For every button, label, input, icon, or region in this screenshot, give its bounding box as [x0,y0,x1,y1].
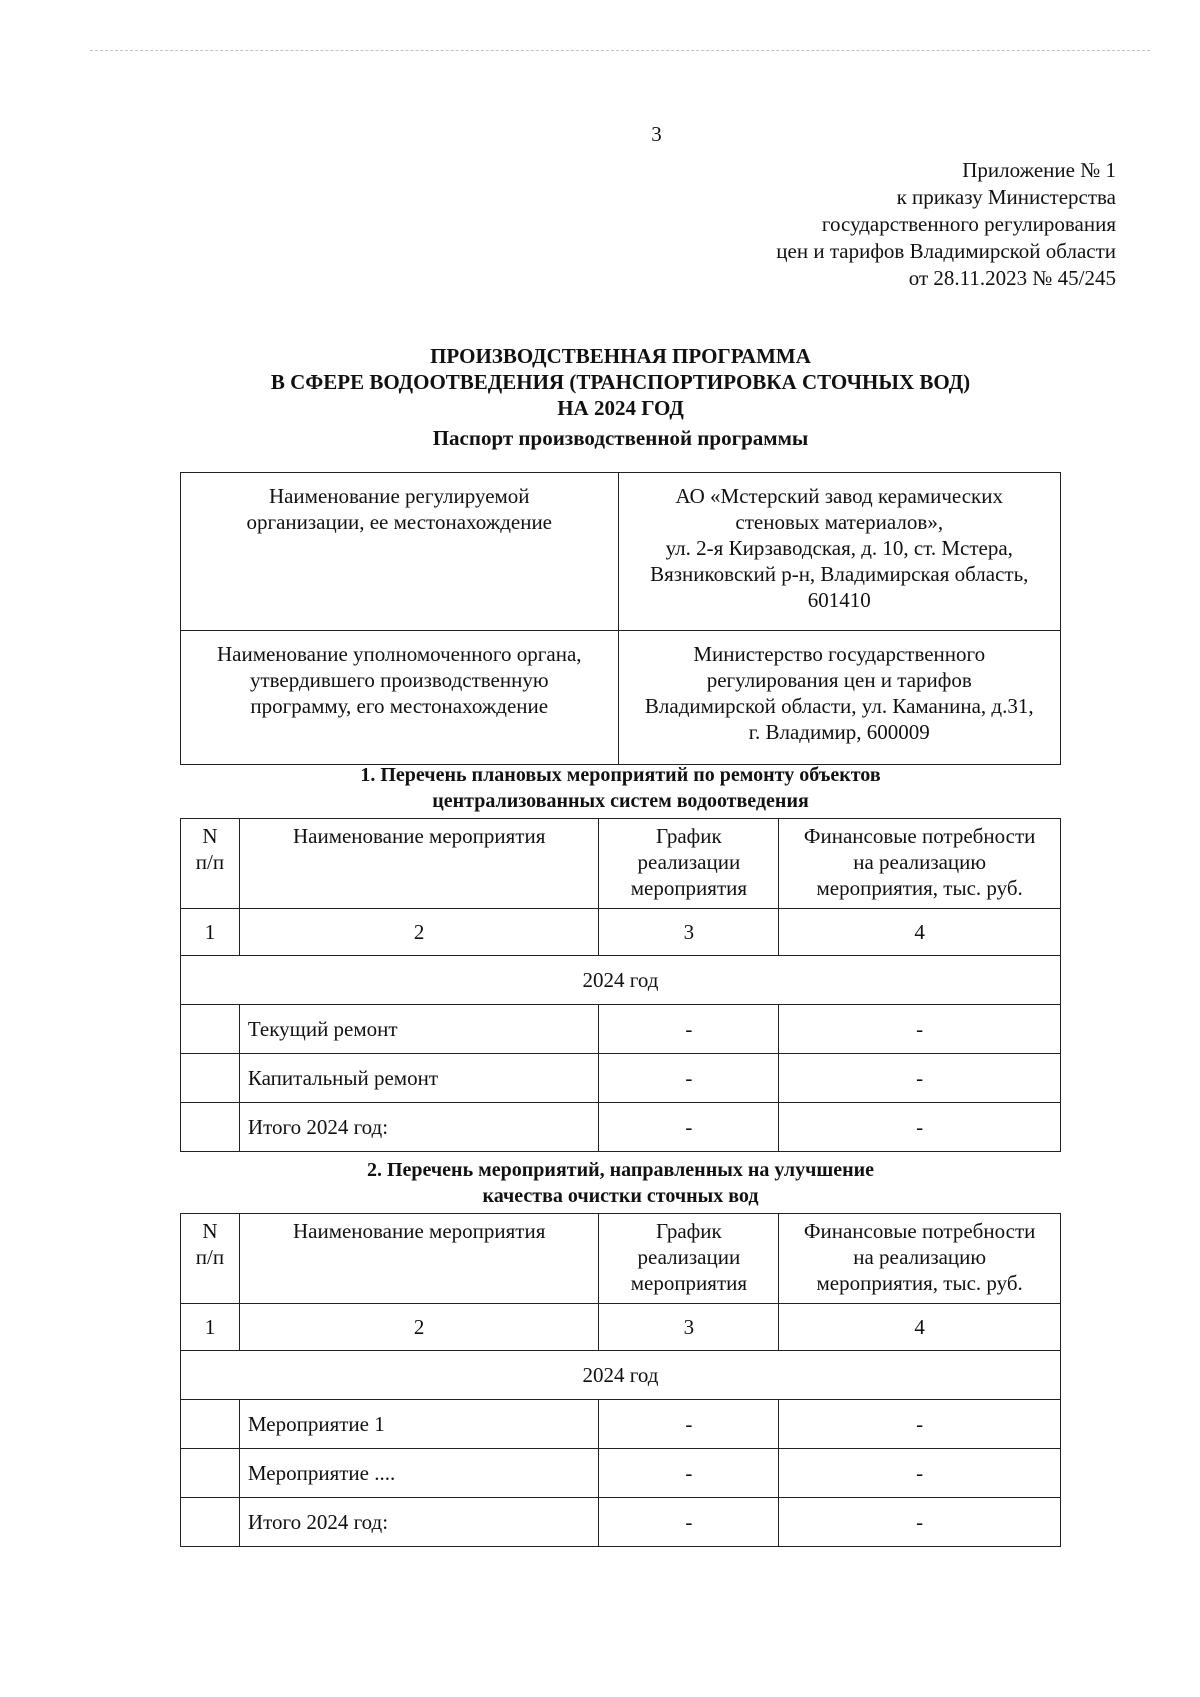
table-row [181,1400,1061,1449]
row-num [181,1498,240,1547]
header-num [181,819,240,909]
header-finance-line: Финансовые потребности [803,824,1036,848]
label-line: утвердившего производственную [249,668,549,692]
section-1-title-line-1: 1. Перечень плановых мероприятий по ремонту объектов [360,764,881,786]
section-2-title-line-2: качества очистки сточных вод [482,1185,759,1207]
header-num-line: N [202,1219,218,1243]
row-num [181,1005,240,1054]
row-name: Мероприятие .... [239,1449,599,1498]
row-schedule: - [599,1103,779,1152]
header-schedule-line: реализации [637,1245,741,1269]
section-2-table [180,1213,1061,1547]
year-cell: 2024 год [181,956,1061,1005]
passport-table [180,472,1061,765]
passport-value-cell [618,631,1061,765]
passport-label-cell [181,473,619,631]
value-line: стеновых материалов», [735,510,944,534]
column-number-row [181,1304,1061,1351]
header-name: Наименование мероприятия [239,1214,599,1304]
appendix-line-1: Приложение № 1 [962,158,1116,182]
row-num [181,1103,240,1152]
table-row [181,1054,1061,1103]
header-finance-line: Финансовые потребности [803,1219,1036,1243]
title-line-3: НА 2024 ГОД [557,396,684,420]
value-line: АО «Мстерский завод керамических [675,484,1003,508]
row-schedule: - [599,1054,779,1103]
row-schedule: - [599,1449,779,1498]
row-name: Итого 2024 год: [239,1498,599,1547]
row-name: Капитальный ремонт [239,1054,599,1103]
section-2-title-line-1: 2. Перечень мероприятий, направленных на улучшение [366,1159,875,1181]
header-schedule-line: реализации [637,850,741,874]
header-finance-line: мероприятия, тыс. руб. [816,1271,1023,1295]
column-number: 1 [181,909,240,956]
row-finance: - [779,1054,1061,1103]
header-schedule-line: График [656,1219,722,1243]
column-number: 3 [599,909,779,956]
row-finance: - [779,1498,1061,1547]
title-line-2: В СФЕРЕ ВОДООТВЕДЕНИЯ (ТРАНСПОРТИРОВКА СТОЧНЫХ ВОД) [270,370,971,394]
header-row [181,819,1061,909]
label-line: организации, ее местонахождение [246,510,553,534]
document-title [178,343,1063,421]
header-row [181,1214,1061,1304]
section-2-title [178,1157,1063,1209]
column-number: 2 [239,909,599,956]
passport-row-organization [181,473,1061,631]
title-line-1: ПРОИЗВОДСТВЕННАЯ ПРОГРАММА [430,344,811,368]
value-line: ул. 2-я Кирзаводская, д. 10, ст. Мстера, [665,536,1013,560]
label-line: Наименование уполномоченного органа, [216,642,582,666]
header-finance [779,1214,1061,1304]
header-num [181,1214,240,1304]
header-finance [779,819,1061,909]
page-number: 3 [651,122,662,146]
value-line: Вязниковский р-н, Владимирская область, [650,562,1029,586]
column-number: 1 [181,1304,240,1351]
column-number: 4 [779,909,1061,956]
appendix-line-4: цен и тарифов Владимирской области [776,239,1116,263]
row-schedule: - [599,1498,779,1547]
header-schedule [599,1214,779,1304]
value-line: регулирования цен и тарифов [706,668,972,692]
row-name: Текущий ремонт [239,1005,599,1054]
header-schedule-line: График [656,824,722,848]
section-1-title [178,762,1063,814]
header-num-line: п/п [195,850,225,874]
row-name: Итого 2024 год: [239,1103,599,1152]
header-num-line: N [202,824,218,848]
header-schedule [599,819,779,909]
header-name: Наименование мероприятия [239,819,599,909]
table-row [181,1498,1061,1547]
passport-label-cell [181,631,619,765]
row-finance: - [779,1103,1061,1152]
appendix-header [776,157,1116,292]
header-num-line: п/п [195,1245,225,1269]
passport-row-authority [181,631,1061,765]
table-row [181,1005,1061,1054]
row-schedule: - [599,1005,779,1054]
header-schedule-line: мероприятия [630,1271,748,1295]
column-number-row [181,909,1061,956]
row-num [181,1400,240,1449]
row-finance: - [779,1400,1061,1449]
row-finance: - [779,1449,1061,1498]
appendix-line-5: от 28.11.2023 № 45/245 [908,266,1116,290]
column-number: 4 [779,1304,1061,1351]
value-line: Владимирской области, ул. Каманина, д.31, [644,694,1034,718]
table-row [181,1449,1061,1498]
column-number: 3 [599,1304,779,1351]
header-finance-line: на реализацию [853,1245,987,1269]
value-line: Министерство государственного [693,642,986,666]
year-row [181,1351,1061,1400]
header-finance-line: мероприятия, тыс. руб. [816,876,1023,900]
row-num [181,1054,240,1103]
row-finance: - [779,1005,1061,1054]
appendix-line-2: к приказу Министерства [896,185,1116,209]
label-line: Наименование регулируемой [268,484,530,508]
header-schedule-line: мероприятия [630,876,748,900]
table-row [181,1103,1061,1152]
appendix-line-3: государственного регулирования [821,212,1116,236]
row-num [181,1449,240,1498]
passport-value-cell [618,473,1061,631]
column-number: 2 [239,1304,599,1351]
scan-artifact-line [90,50,1150,52]
value-line: 601410 [807,588,871,612]
year-cell: 2024 год [181,1351,1061,1400]
row-name: Мероприятие 1 [239,1400,599,1449]
year-row [181,956,1061,1005]
passport-subtitle: Паспорт производственной программы [432,426,809,450]
header-finance-line: на реализацию [853,850,987,874]
section-1-title-line-2: централизованных систем водоотведения [432,790,809,812]
label-line: программу, его местонахождение [250,694,549,718]
row-schedule: - [599,1400,779,1449]
value-line: г. Владимир, 600009 [748,720,930,744]
section-1-table [180,818,1061,1152]
